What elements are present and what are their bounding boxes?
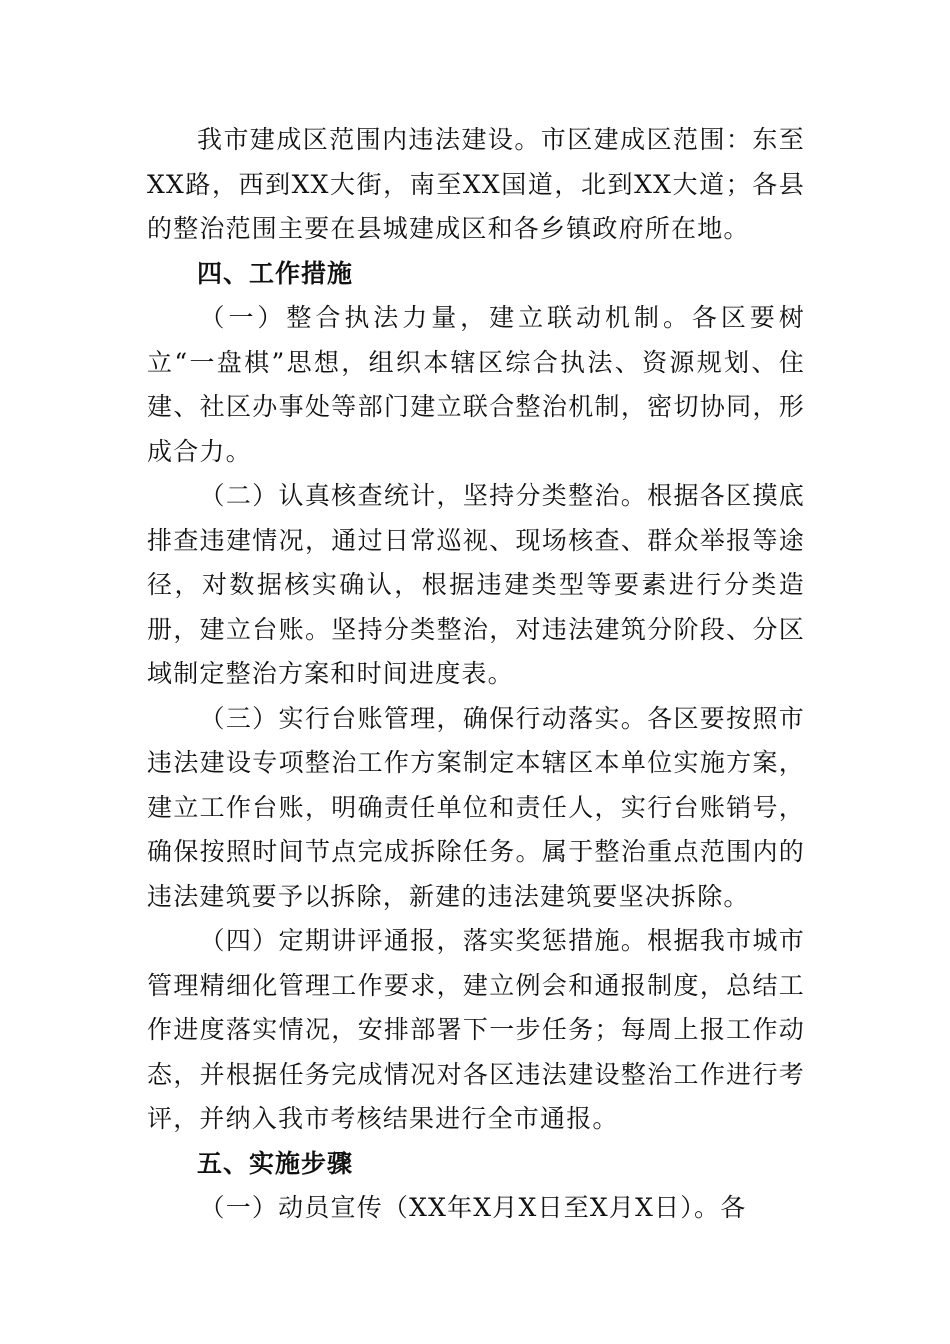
paragraph-measure-1: （一）整合执法力量，建立联动机制。各区要树立“一盘棋”思想，组织本辖区综合执法、资源规划、住建、社区办事处等部门建立联合整治机制，密切协同，形成合力。 [147, 303, 805, 466]
paragraph-measure-4: （四）定期讲评通报，落实奖惩措施。根据我市城市管理精细化管理工作要求，建立例会和通报制度，总结工作进度落实情况，安排部署下一步任务；每周上报工作动态，并根据任务完成情况对各区违法建设整治工作进行考评，并纳入我市考核结果进行全市通报。 [147, 926, 805, 1133]
heading-work-measures: 四、工作措施 [197, 258, 354, 288]
paragraph-scope: 我市建成区范围内违法建设。市区建成区范围：东至XX路，西到XX大街，南至XX国道，北到XX大道；各县的整治范围主要在县城建成区和各乡镇政府所在地。 [147, 125, 805, 243]
paragraph-step-1: （一）动员宣传（XX年X月X日至X月X日）。各 [199, 1193, 747, 1222]
document-body [147, 118, 805, 1231]
heading-implementation-steps: 五、实施步骤 [197, 1148, 354, 1178]
paragraph-measure-3: （三）实行台账管理，确保行动落实。各区要按照市违法建设专项整治工作方案制定本辖区本单位实施方案，建立工作台账，明确责任单位和责任人，实行台账销号，确保按照时间节点完成拆除任务。属于整治重点范围内的违法建筑要予以拆除，新建的违法建筑要坚决拆除。 [147, 703, 805, 911]
paragraph-measure-2: （二）认真核查统计，坚持分类整治。根据各区摸底排查违建情况，通过日常巡视、现场核查、群众举报等途径，对数据核实确认，根据违建类型等要素进行分类造册，建立台账。坚持分类整治，对违法建筑分阶段、分区域制定整治方案和时间进度表。 [147, 481, 805, 688]
